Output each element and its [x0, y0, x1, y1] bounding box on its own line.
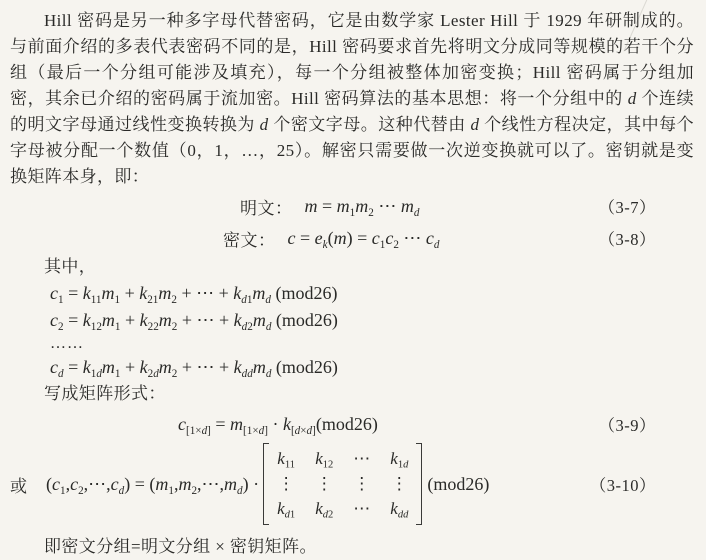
system-equation-c1: $c_1 = k_{11}m_1 + k_{21}m_2$ + ⋯ + $k_{d1}m_d$ (mod26) — [50, 283, 338, 306]
ciphertext-label: 密文： — [223, 230, 276, 250]
matrix-cell: $k_{1d}$ — [390, 449, 409, 471]
equation-3-7-math: $m = m_1m_2$ ⋯ $m_d$ — [304, 195, 420, 219]
intro-paragraph: Hill 密码是另一种多字母代替密码，它是由数学家 Lester Hill 于 1929 年研制成的。与前面介绍的多表代表密码不同的是，Hill 密码要求首先将明文分成同等规模的若干个分组（最后一个分组可能涉及填充），每一个分组被整体加密变换；Hill 密码属于分组加密，其余已介绍的密码属于流加密。Hill 密码算法的基本思想：将一个分组中的 d 个连续的明文字母通过线性变换转换为 d 个密文字母。这种代替由 d 个线性方程决定，其中每个字母被分配一个数值（0，1，…，25）。解密只需要做一次逆变换就可以了。密钥就是变换矩阵本身，即： — [10, 11, 695, 186]
equation-3-9-number: （3-9） — [598, 416, 656, 435]
matrix-grid — [269, 443, 416, 525]
or-prefix: 或 — [10, 476, 27, 496]
key-matrix — [263, 443, 422, 525]
system-equation-c2: $c_2 = k_{12}m_1 + k_{22}m_2$ + ⋯ + $k_{d2}m_d$ (mod26) — [50, 310, 338, 333]
matrix-right-bracket — [416, 443, 422, 525]
equation-3-10-mod: (mod26) — [427, 473, 490, 494]
matrix-cell: $k_{dd}$ — [390, 499, 409, 521]
matrix-form-label: 写成矩阵形式： — [44, 384, 166, 403]
matrix-cell: $k_{d1}$ — [277, 499, 296, 521]
plaintext-label: 明文： — [240, 198, 293, 218]
equation-3-8-number: （3-8） — [598, 230, 656, 249]
matrix-cell: ⋯ — [353, 449, 371, 468]
matrix-cell: ⋮ — [277, 474, 295, 493]
matrix-cell: ⋮ — [315, 474, 333, 493]
equation-3-10-row — [10, 441, 694, 527]
equation-3-7-number: （3-7） — [598, 198, 656, 217]
where-label: 其中， — [44, 257, 97, 276]
matrix-cell: ⋮ — [390, 474, 408, 493]
matrix-cell: ⋮ — [353, 474, 371, 493]
system-ellipsis: …… — [50, 335, 84, 352]
equation-3-8-row — [223, 222, 694, 254]
equation-3-7-row — [240, 190, 694, 222]
equation-3-10-lhs: $(c_1,c_2,\cdots,c_d)$ = $(m_1,m_2,\cdots,m_d)$ · — [46, 473, 260, 497]
equation-3-10-number: （3-10） — [589, 476, 656, 495]
matrix-cell: $k_{d2}$ — [315, 499, 334, 521]
matrix-cell: ⋯ — [353, 499, 371, 518]
equation-3-8-math: $c = e_k(m) = c_1c_2$ ⋯ $c_d$ — [287, 227, 440, 251]
closing-sentence: 即密文分组=明文分组 × 密钥矩阵。 — [44, 537, 317, 556]
equation-3-9-row — [10, 407, 694, 441]
equation-3-9-math: $c_{[1\times d]} = m_{[1\times d]} \cdot k_{[d\times d]}(mod26)$ — [178, 413, 378, 437]
matrix-cell: $k_{11}$ — [277, 449, 295, 471]
system-equation-cd: $c_d = k_{1d}m_1 + k_{2d}m_2$ + ⋯ + $k_{dd}m_d$ (mod26) — [50, 357, 338, 380]
matrix-cell: $k_{12}$ — [315, 449, 334, 471]
